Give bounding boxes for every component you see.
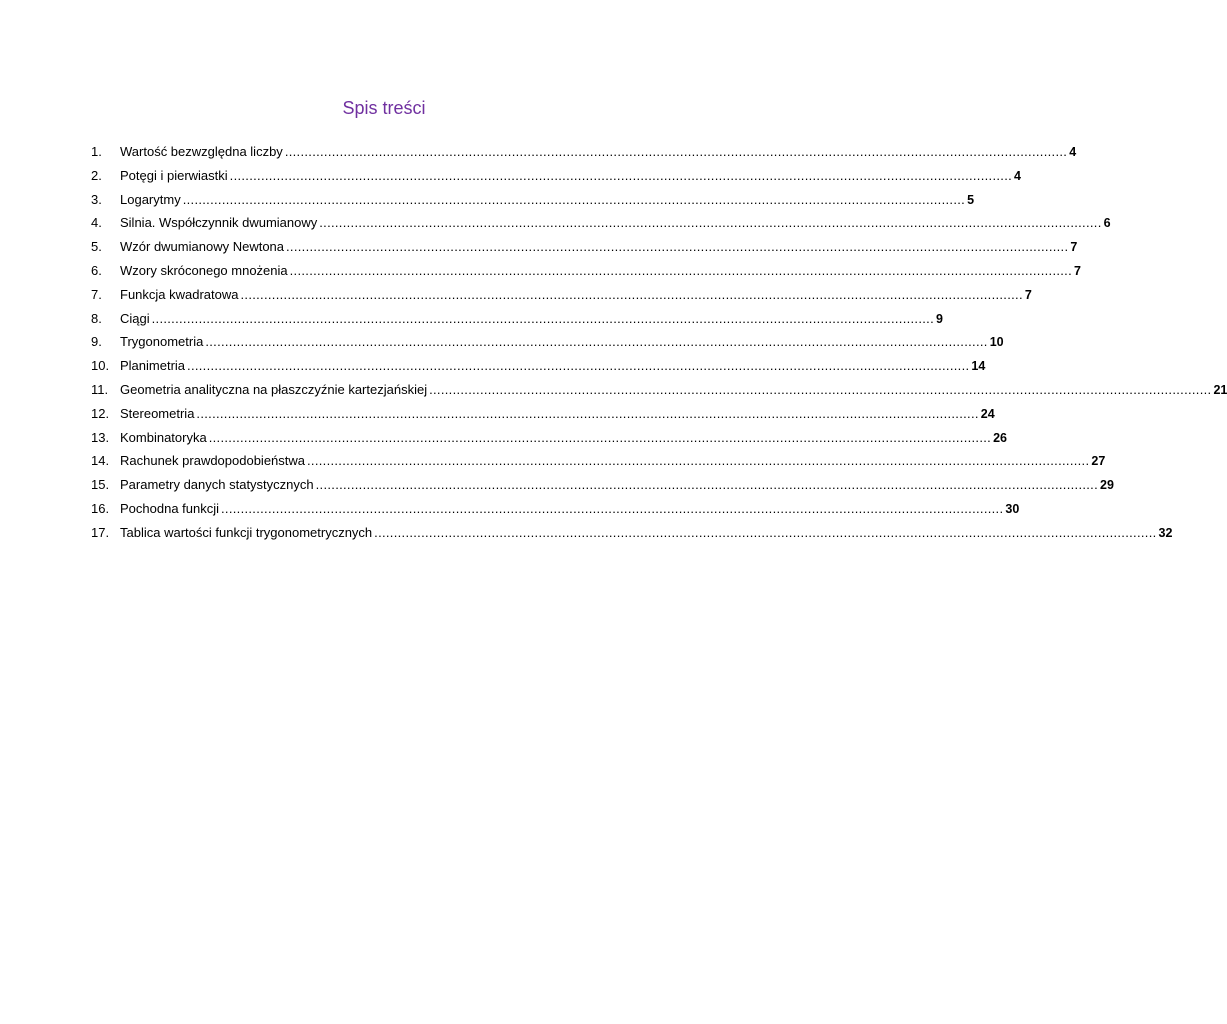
- toc-entry-label: Geometria analityczna na płaszczyźnie kartezjańskiej: [120, 381, 428, 397]
- toc-title: Spis treści: [342, 98, 426, 118]
- toc-entry-label: Pochodna funkcji: [120, 500, 220, 516]
- toc-entry-label: Logarytmy: [120, 191, 181, 207]
- toc-entry-label: Wzory skróconego mnożenia: [120, 262, 288, 278]
- toc-dot-leader: ........................................................................................................................................................................................................: [151, 310, 934, 326]
- toc-entry-label: Tablica wartości funkcji trygonometrycznych: [120, 524, 373, 540]
- toc-dot-leader: ........................................................................................................................................................................................................: [374, 524, 1157, 540]
- toc-entry-page: 4: [1069, 145, 1077, 159]
- toc-dot-leader: ........................................................................................................................................................................................................: [429, 381, 1212, 397]
- toc-entry-number: 14.: [91, 453, 110, 469]
- toc-entry-label: Wartość bezwzględna liczby: [120, 144, 283, 159]
- toc-entry-label: Planimetria: [120, 358, 186, 374]
- toc-dot-leader: ........................................................................................................................................................................................................: [187, 358, 970, 374]
- toc-entry-page: 4: [1014, 168, 1021, 183]
- toc-entry-number: 7.: [91, 286, 102, 302]
- toc-entry-label: Trygonometria: [120, 334, 204, 350]
- toc-entry-label: Funkcja kwadratowa: [120, 286, 239, 302]
- toc-entry-page: 29: [1100, 478, 1114, 493]
- toc-list: [91, 140, 1227, 545]
- toc-entry-page: 32: [1158, 525, 1173, 540]
- toc-entry-page: 26: [993, 430, 1007, 445]
- toc-entry[interactable]: [91, 449, 1106, 473]
- toc-entry-page: 10: [989, 335, 1004, 350]
- toc-entry-number: 3.: [91, 191, 102, 207]
- toc-dot-leader: ........................................................................................................................................................................................................: [229, 167, 1013, 183]
- toc-entry[interactable]: [91, 188, 975, 212]
- toc-dot-leader: ........................................................................................................................................................................................................: [286, 239, 1069, 255]
- toc-entry-number: 16.: [91, 500, 110, 516]
- toc-entry[interactable]: [91, 211, 1111, 235]
- toc-entry-page: 27: [1091, 454, 1106, 469]
- toc-entry-number: 1.: [91, 144, 102, 159]
- toc-entry-label: Stereometria: [120, 405, 195, 421]
- toc-dot-leader: ........................................................................................................................................................................................................: [240, 286, 1023, 302]
- toc-entry[interactable]: [91, 521, 1173, 545]
- toc-entry-number: 13.: [91, 429, 110, 445]
- toc-entry[interactable]: [91, 473, 1114, 497]
- toc-entry-page: 21: [1213, 382, 1227, 397]
- toc-entry[interactable]: [91, 402, 995, 426]
- toc-dot-leader: ........................................................................................................................................................................................................: [205, 334, 988, 350]
- toc-entry-number: 2.: [91, 167, 102, 183]
- toc-entry-number: 15.: [91, 477, 110, 493]
- toc-dot-leader: ........................................................................................................................................................................................................: [307, 453, 1090, 469]
- toc-dot-leader: ........................................................................................................................................................................................................: [196, 405, 979, 421]
- toc-entry-number: 4.: [91, 215, 102, 231]
- toc-entry[interactable]: [91, 140, 1077, 164]
- toc-entry-page: 14: [971, 359, 986, 374]
- toc-entry-label: Kombinatoryka: [120, 429, 207, 445]
- toc-entry-page: 7: [1024, 287, 1032, 302]
- toc-entry-page: 7: [1074, 263, 1081, 278]
- toc-dot-leader: ........................................................................................................................................................................................................: [221, 500, 1004, 516]
- toc-entry[interactable]: [91, 497, 1020, 521]
- toc-dot-leader: ........................................................................................................................................................................................................: [289, 262, 1073, 278]
- toc-entry-label: Parametry danych statystycznych: [120, 477, 314, 493]
- toc-dot-leader: ........................................................................................................................................................................................................: [315, 477, 1099, 493]
- toc-entry-number: 5.: [91, 239, 102, 255]
- toc-entry-number: 11.: [91, 381, 109, 397]
- toc-entry-page: 30: [1005, 501, 1020, 516]
- toc-entry[interactable]: [91, 164, 1021, 188]
- toc-dot-leader: ........................................................................................................................................................................................................: [208, 429, 992, 445]
- toc-entry[interactable]: [91, 283, 1032, 307]
- toc-entry-number: 12.: [91, 405, 110, 421]
- toc-entry-label: Wzór dwumianowy Newtona: [120, 239, 285, 255]
- toc-entry[interactable]: [91, 259, 1081, 283]
- toc-dot-leader: ........................................................................................................................................................................................................: [319, 215, 1102, 231]
- toc-entry-page: 9: [936, 311, 943, 326]
- toc-entry[interactable]: [91, 307, 943, 331]
- toc-entry-number: 17.: [91, 524, 110, 540]
- toc-entry[interactable]: [91, 426, 1007, 450]
- toc-entry-page: 7: [1070, 240, 1078, 255]
- toc-entry[interactable]: [91, 378, 1227, 402]
- toc-entry-page: 5: [967, 192, 975, 207]
- toc-entry-number: 10.: [91, 358, 110, 374]
- toc-entry-label: Rachunek prawdopodobieństwa: [120, 453, 306, 469]
- toc-entry[interactable]: [91, 330, 1004, 354]
- toc-entry-page: 24: [980, 406, 995, 421]
- toc-entry-label: Ciągi: [120, 310, 150, 326]
- toc-dot-leader: ........................................................................................................................................................................................................: [284, 144, 1068, 159]
- toc-dot-leader: ........................................................................................................................................................................................................: [182, 191, 966, 207]
- toc-entry-label: Potęgi i pierwiastki: [120, 167, 228, 183]
- toc-entry[interactable]: [91, 354, 986, 378]
- toc-entry-number: 9.: [91, 334, 102, 350]
- toc-entry-page: 6: [1103, 216, 1111, 231]
- toc-entry-number: 6.: [91, 262, 102, 278]
- toc-entry[interactable]: [91, 235, 1078, 259]
- toc-entry-label: Silnia. Współczynnik dwumianowy: [120, 215, 318, 231]
- toc-entry-number: 8.: [91, 310, 102, 326]
